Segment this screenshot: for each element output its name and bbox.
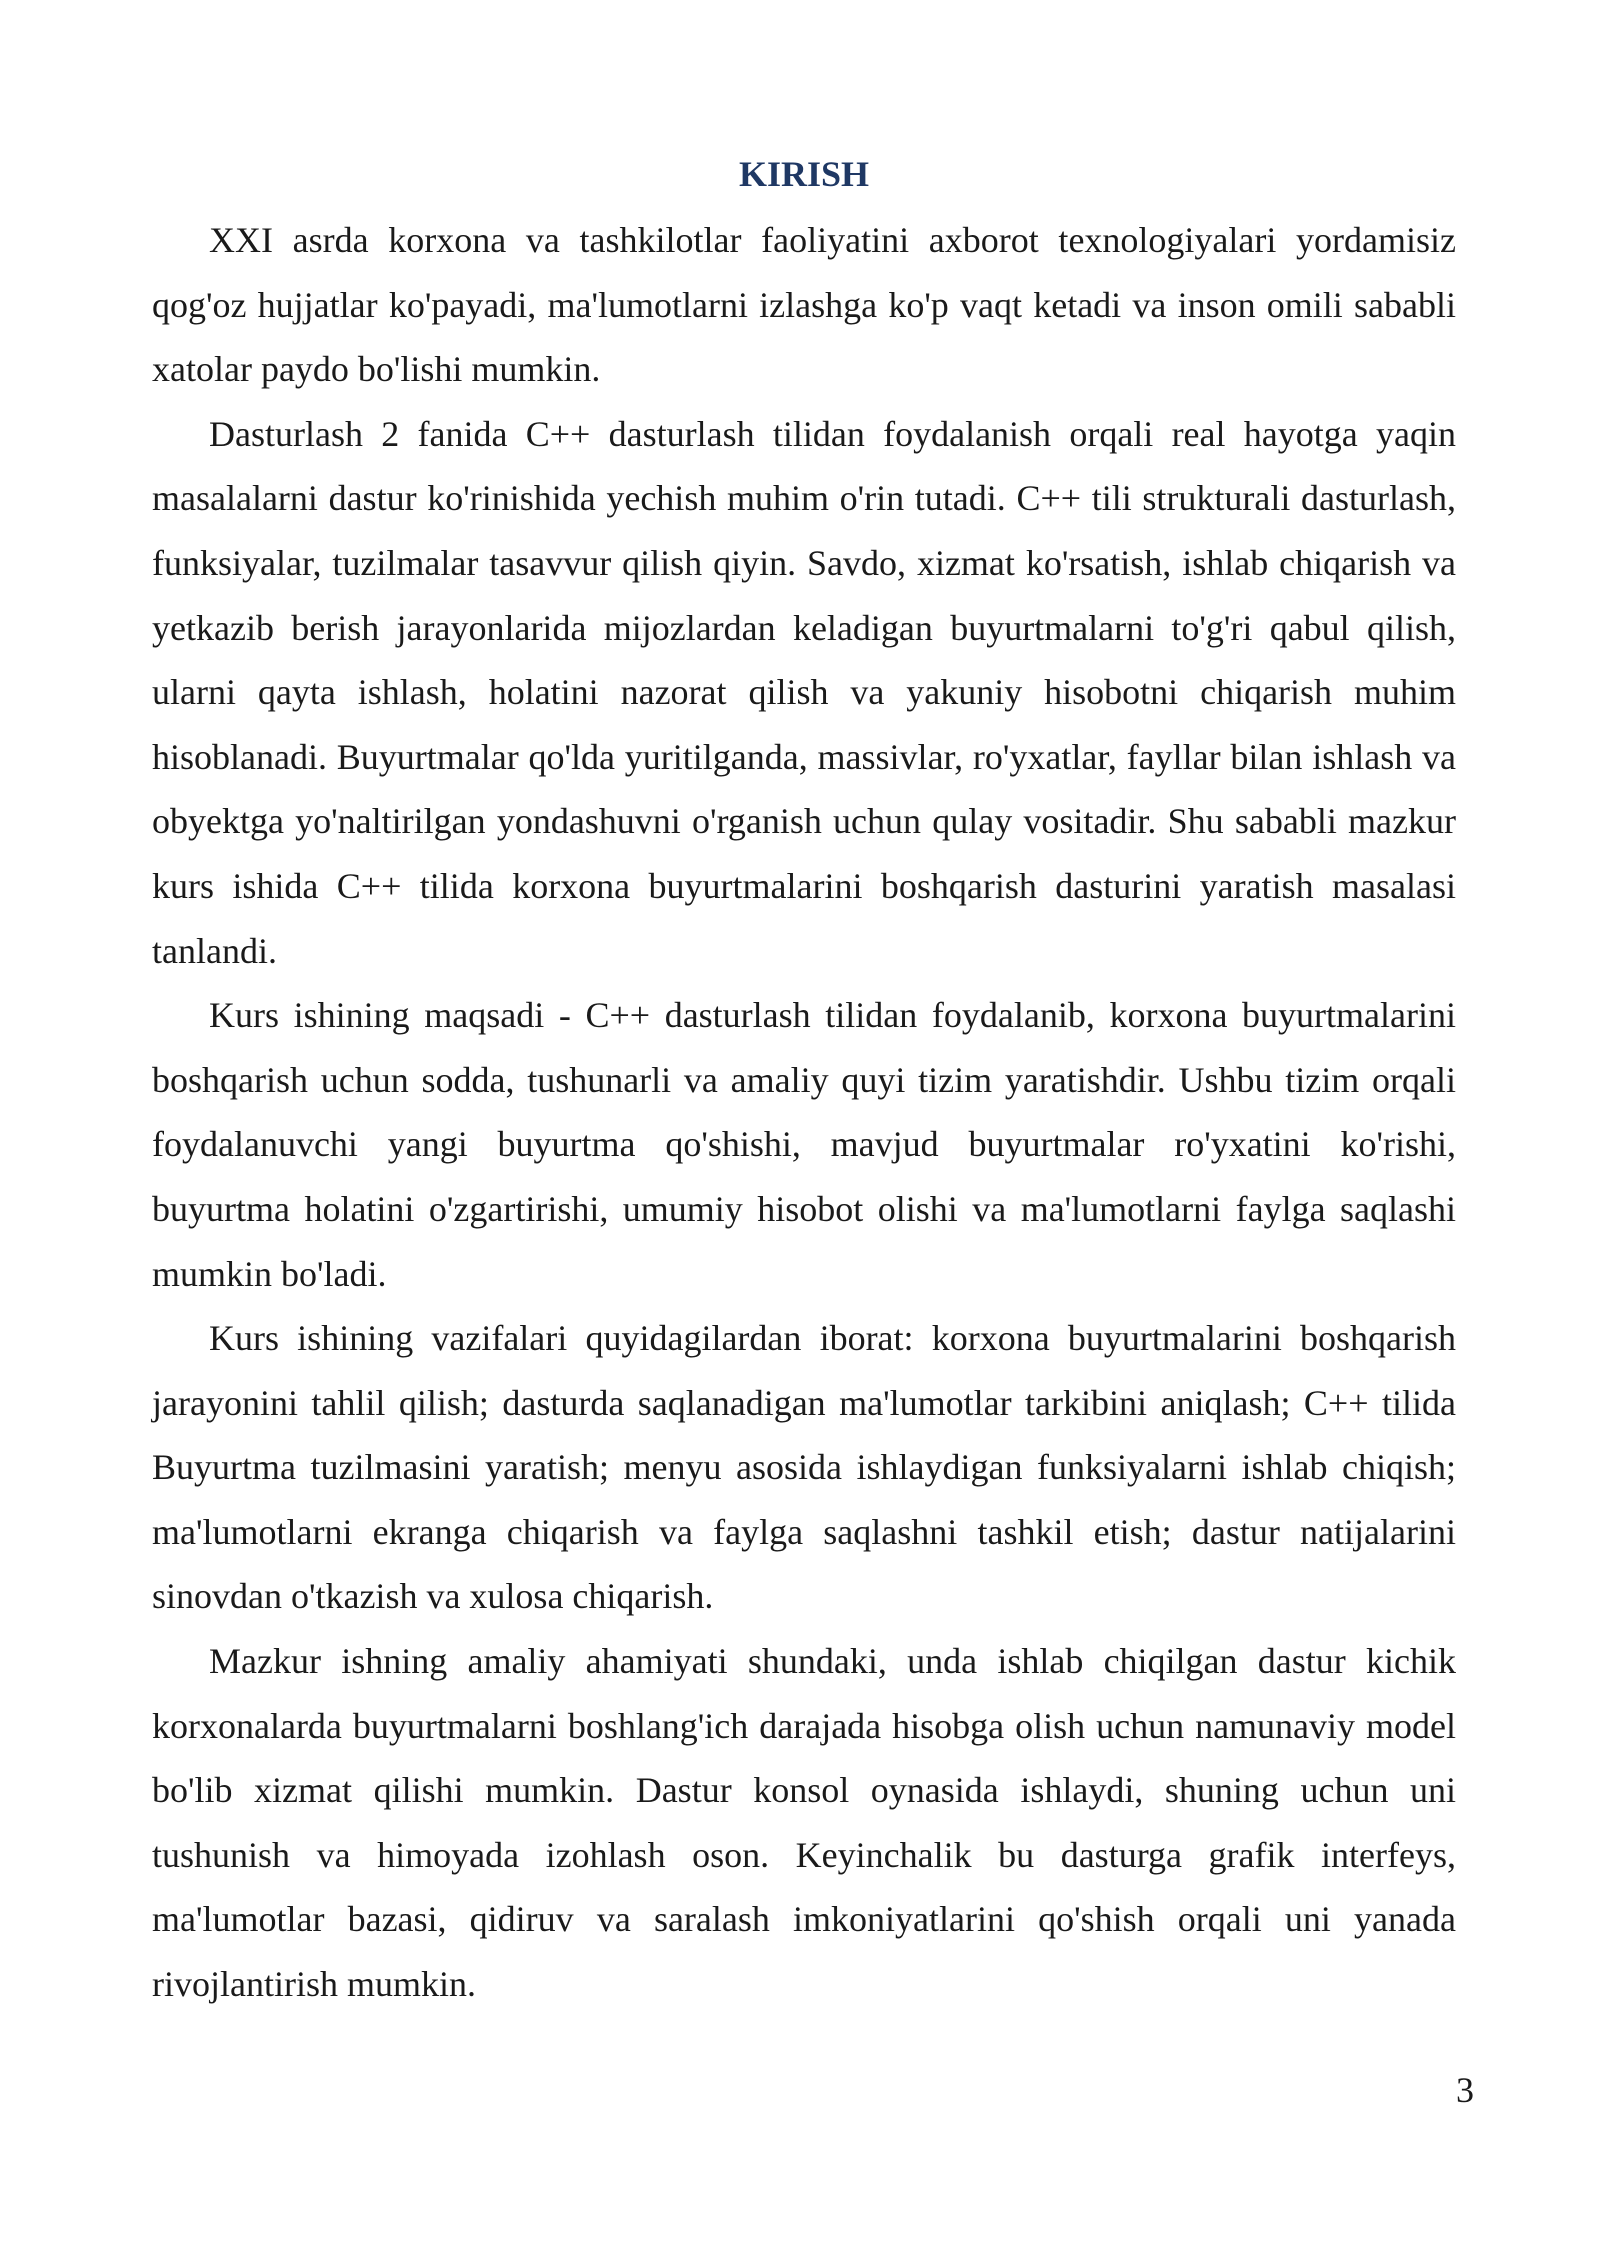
section-heading: KIRISH	[738, 154, 870, 194]
paragraph-intro: XXI asrda korxona va tashkilotlar faoliyatini axborot texnologiyalari yordamisiz qog'oz hujjatlar ko'payadi, ma'lumotlarni izlashga ko'p vaqt ketadi va inson omili sababli xatolar paydo bo'lishi mumkin.	[152, 220, 1456, 390]
page-number: 3	[1456, 2070, 1474, 2110]
paragraph-goal: Kurs ishining maqsadi - C++ dasturlash tilidan foydalanib, korxona buyurtmalarini boshqarish uchun sodda, tushunarli va amaliy quyi tizim yaratishdir. Ushbu tizim orqali foydalanuvchi yangi buyurtma qo'shishi, mavjud buyurtmalar ro'yxatini ko'rishi, buyurtma holatini o'zgartirishi, umumiy hisobot olishi va ma'lumotlarni faylga saqlashi mumkin bo'ladi.	[152, 995, 1456, 1294]
paragraph-tasks: Kurs ishining vazifalari quyidagilardan iborat: korxona buyurtmalarini boshqarish jarayonini tahlil qilish; dasturda saqlanadigan ma'lumotlar tarkibini aniqlash; C++ tilida Buyurtma tuzilmasini yaratish; menyu asosida ishlaydigan funksiyalarni ishlab chiqish; ma'lumotlarni ekranga chiqarish va faylga saqlashni tashkil etish; dastur natijalarini sinovdan o'tkazish va xulosa chiqarish.	[152, 1318, 1456, 1617]
paragraph-context: Dasturlash 2 fanida C++ dasturlash tilidan foydalanish orqali real hayotga yaqin masalalarni dastur ko'rinishida yechish muhim o'rin tutadi. C++ tili strukturali dasturlash, funksiyalar, tuzilmalar tasavvur qilish qiyin. Savdo, xizmat ko'rsatish, ishlab chiqarish va yetkazib berish jarayonlarida mijozlardan keladigan buyurtmalarni to'g'ri qabul qilish, ularni qayta ishlash, holatini nazorat qilish va yakuniy hisobotni chiqarish muhim hisoblanadi. Buyurtmalar qo'lda yuritilganda, massivlar, ro'yxatlar, fayllar bilan ishlash va obyektga yo'naltirilgan yondashuvni o'rganish uchun qulay vositadir. Shu sababli mazkur kurs ishida C++ tilida korxona buyurtmalarini boshqarish dasturini yaratish masalasi tanlandi.	[152, 413, 1456, 971]
paragraph-significance: Mazkur ishning amaliy ahamiyati shundaki, unda ishlab chiqilgan dastur kichik korxonalarda buyurtmalarni boshlang'ich darajada hisobga olish uchun namunaviy model bo'lib xizmat qilishi mumkin. Dastur konsol oynasida ishlaydi, shuning uchun uni tushunish va himoyada izohlash oson. Keyinchalik bu dasturga grafik interfeys, ma'lumotlar bazasi, qidiruv va saralash imkoniyatlarini qo'shish orqali uni yanada rivojlantirish mumkin.	[152, 1641, 1456, 2005]
page-content	[152, 148, 1456, 2017]
